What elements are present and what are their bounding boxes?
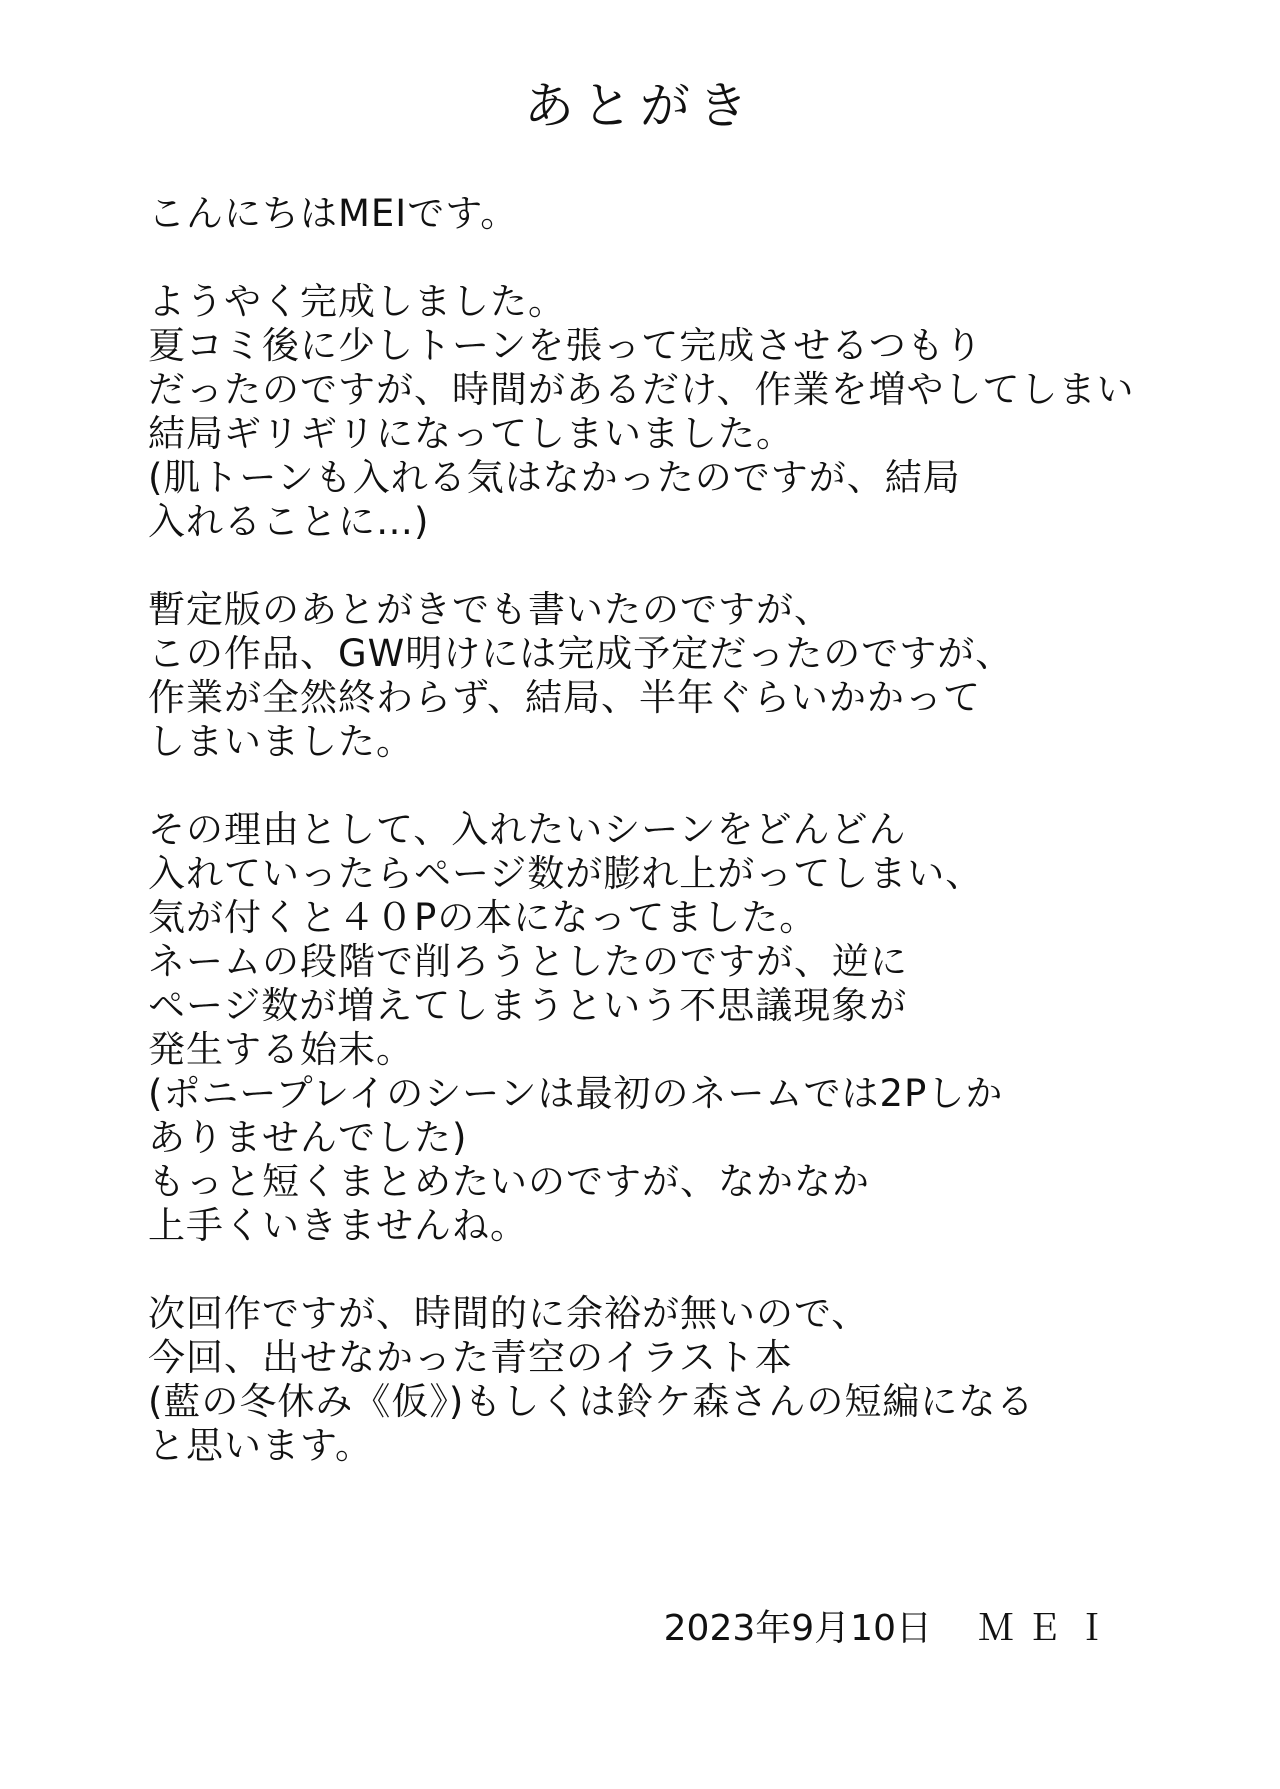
- text-line: 入れることに…): [148, 500, 430, 543]
- text-line: 結局ギリギリになってしまいました。: [148, 412, 794, 455]
- text-line: と思います。: [148, 1424, 374, 1467]
- text-line: 夏コミ後に少しトーンを張って完成させるつもり: [148, 324, 983, 367]
- text-line: 気が付くと４０Pの本になってました。: [148, 896, 818, 939]
- text-line: ネームの段階で削ろうとしたのですが、逆に: [148, 940, 908, 983]
- signature: [664, 1607, 1122, 1651]
- paragraph-gap: [148, 764, 1158, 808]
- text-line: 今回、出せなかった青空のイラスト本: [148, 1336, 793, 1379]
- text-line: ページ数が増えてしまうという不思議現象が: [148, 984, 908, 1027]
- text-line: その理由として、入れたいシーンをどんどん: [148, 808, 907, 851]
- text-line: しまいました。: [148, 720, 414, 763]
- text-line: (ポニープレイのシーンは最初のネームでは2Pしか: [148, 1072, 1004, 1115]
- paragraph-gap: [148, 544, 1158, 588]
- text-line: この作品、GW明けには完成予定だったのですが、: [148, 632, 1014, 675]
- signature-date: 2023年9月10日: [663, 1608, 932, 1649]
- text-line: (藍の冬休み《仮》)もしくは鈴ケ森さんの短編になる: [148, 1380, 1035, 1423]
- text-line: (肌トーンも入れる気はなかったのですが、結局: [148, 456, 961, 499]
- paragraph-gap: [148, 1248, 1158, 1292]
- page-title: あとがき: [524, 77, 756, 135]
- text-line: ありませんでした): [148, 1116, 468, 1159]
- text-line: 入れていったらページ数が膨れ上がってしまい、: [148, 852, 984, 895]
- text-line: 発生する始末。: [148, 1028, 414, 1071]
- text-line: 暫定版のあとがきでも書いたのですが、: [148, 588, 832, 631]
- text-line: 次回作ですが、時間的に余裕が無いので、: [148, 1292, 870, 1335]
- text-line: だったのですが、時間があるだけ、作業を増やしてしまい: [148, 368, 1135, 411]
- text-line: もっと短くまとめたいのですが、なかなか: [148, 1160, 870, 1203]
- text-line: ようやく完成しました。: [148, 280, 566, 323]
- text-line: こんにちはMEIです。: [148, 192, 519, 235]
- text-line: 作業が全然終わらず、結局、半年ぐらいかかって: [148, 676, 982, 719]
- afterword-body: [148, 192, 1158, 1468]
- text-line: 上手くいきませんね。: [148, 1204, 528, 1247]
- signature-name: ＭＥＩ: [977, 1608, 1122, 1649]
- paragraph-gap: [148, 236, 1158, 280]
